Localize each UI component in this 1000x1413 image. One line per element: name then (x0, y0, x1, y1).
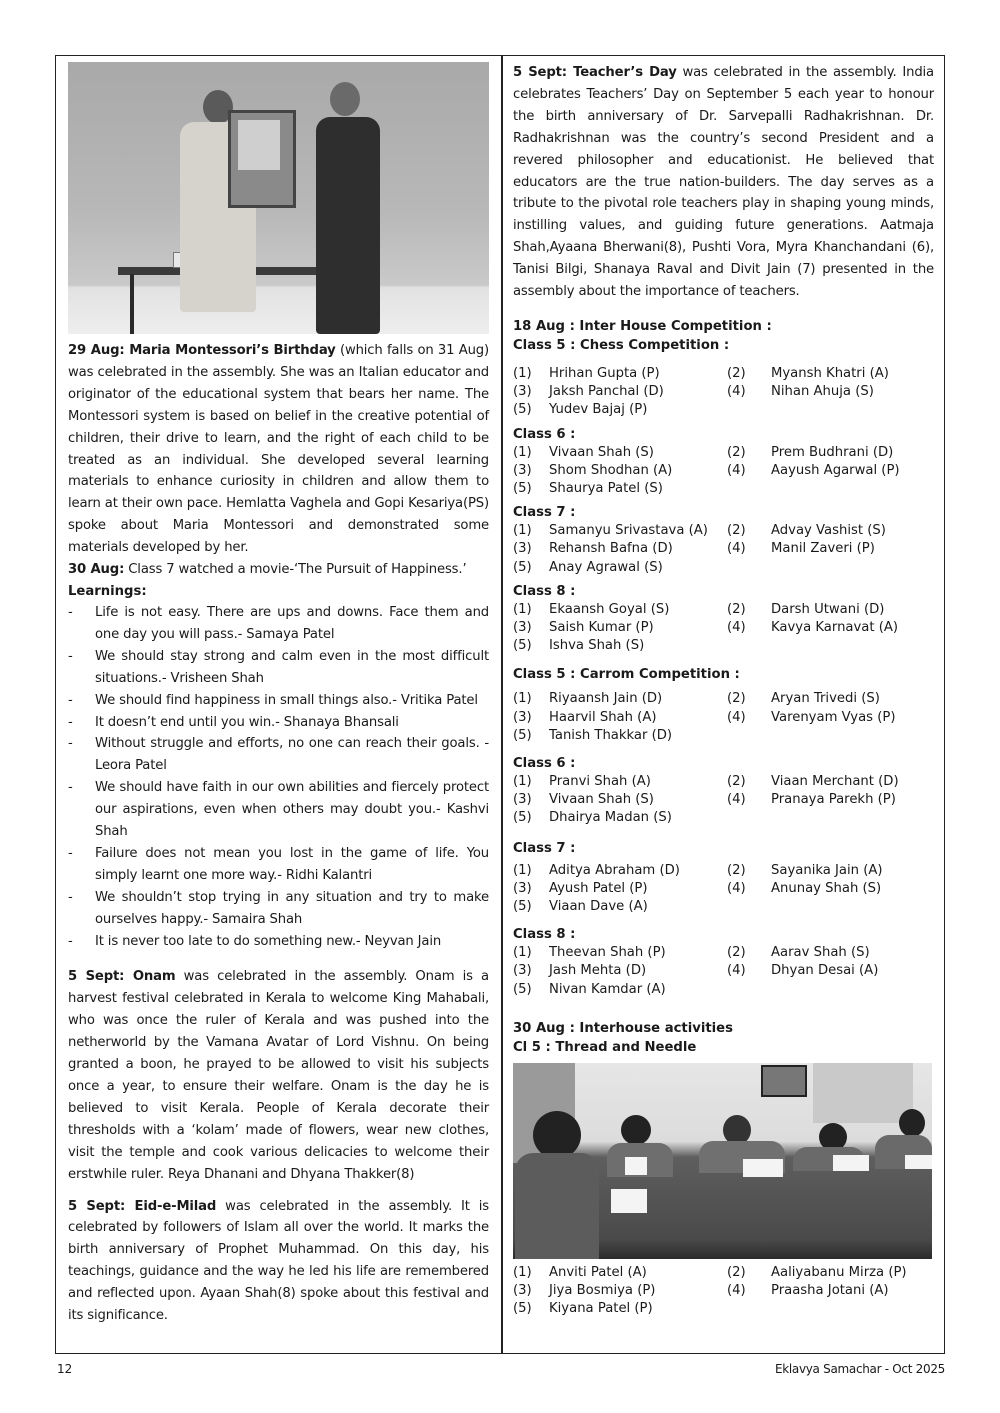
thread-needle-ranks: (1) Anviti Patel (A) (2) Aaliyabanu Mirza (P) (3) Jiya Bosmiya (P) (4) Praasha Jotani (A) (5) Kiyana Patel (P) (513, 1264, 907, 1317)
learning-item: - Life is not easy. There are ups and downs. Face them and one day you will pass.- Samaya Patel (68, 604, 489, 642)
eid-paragraph: 5 Sept: Eid-e-Milad was celebrated in the assembly. It is celebrated by followers of Islam all over the world. It marks the birth anniversary of Prophet Muhammad. On this day, his teachings, guidance and the way he led his life are remembered and reflected upon. Ayaan Shah(8) spoke about this festival and its significance. (68, 1198, 489, 1324)
learning-item: - We should have faith in our own abilities and fiercely protect our aspirations, even when others may doubt you.- Kashvi Shah (68, 780, 489, 840)
carrom-class8-label: Class 8 : (513, 927, 576, 943)
chess-class8-ranks: (1) Ekaansh Goyal (S) (2) Darsh Utwani (D) (3) Saish Kumar (P) (4) Kavya Karnavat (A) (5) Ishva Shah (S) (513, 601, 899, 654)
montessori-assembly-photo (68, 62, 489, 334)
carrom-class6-ranks: (1) Pranvi Shah (A) (2) Viaan Merchant (D) (3) Vivaan Shah (S) (4) Pranaya Parekh (P) (5) Dhairya Madan (S) (513, 774, 899, 826)
inter-house-section (513, 317, 934, 999)
chess-class7-label: Class 7 : (513, 505, 576, 521)
montessori-paragraph: 29 Aug: Maria Montessori’s Birthday (which falls on 31 Aug) was celebrated in the assembly. She was an Italian educator and originator of the educational system that bears her name. The Montessori system is based on belief in the creative potential of children, their drive to learn, and the right of each child to be treated as an individual. She developed several learning materials to enhance curiosity in children and allow them to learn at their own pace. Hemlatta Vaghela and Gopi Kesariya(PS) spoke about Maria Montessori and demonstrated some materials developed by her. (68, 343, 489, 556)
publication-footer: Eklavya Samachar - Oct 2025 (774, 1362, 945, 1376)
learning-item: - We should stay strong and calm even in the most difficult situations.- Vrisheen Shah (68, 648, 489, 686)
thread-needle-photo (513, 1063, 932, 1259)
chess-class5-ranks: (1) Hrihan Gupta (P) (2) Myansh Khatri (A) (3) Jaksh Panchal (D) (4) Nihan Ahuja (S) (5) Yudev Bajaj (P) (513, 365, 889, 418)
page-number: 12 (57, 1362, 73, 1376)
activities-title: 30 Aug : Interhouse activities (513, 1020, 733, 1036)
learning-item: - We shouldn’t stop trying in any situation and try to make ourselves happy.- Samaira Shah (68, 889, 489, 927)
chess-class7-ranks: (1) Samanyu Srivastava (A) (2) Advay Vashist (S) (3) Rehansh Bafna (D) (4) Manil Zaveri (P) (5) Anay Agrawal (S) (513, 523, 886, 575)
movie-date: 30 Aug: (68, 562, 125, 578)
learning-item: - It is never too late to do something new.- Neyvan Jain (68, 933, 442, 949)
learning-item: - We should find happiness in small things also.- Vritika Patel (68, 692, 478, 708)
right-column (513, 62, 934, 1318)
activities-subtitle: Cl 5 : Thread and Needle (513, 1039, 697, 1055)
learnings-label: Learnings: (68, 583, 147, 599)
left-column (68, 62, 489, 1327)
learning-item: - Without struggle and efforts, no one can reach their goals. - Leora Patel (68, 736, 489, 774)
eid-heading: 5 Sept: Eid-e-Milad (68, 1198, 217, 1214)
teachers-day-paragraph: 5 Sept: Teacher’s Day was celebrated in the assembly. India celebrates Teachers’ Day on September 5 each year to honour the birth anniversary of Dr. Sarvepalli Radhakrishnan. Dr. Radhakrishnan was the country’s second President and a revered philosopher and educationist. He believed that educators are the true nation-builders. The day serves as a tribute to the pivotal role teachers play in shaping young minds, instilling values, and guiding future generations. Aatmaja Shah,Ayaana Bherwani(8), Pushti Vora, Myra Khanchandani (6), Tanisi Bilgi, Shanaya Raval and Divit Jain (7) presented in the assembly about the importance of teachers. (513, 65, 934, 300)
teachers-day-heading: 5 Sept: Teacher’s Day (513, 65, 677, 80)
column-divider (501, 55, 503, 1354)
interhouse-activities-section (513, 1019, 934, 1319)
movie-paragraph: 30 Aug: Class 7 watched a movie-‘The Pursuit of Happiness.’ (68, 562, 467, 578)
carrom-class7-ranks: (1) Aditya Abraham (D) (2) Sayanika Jain (A) (3) Ayush Patel (P) (4) Anunay Shah (S) (5) Viaan Dave (A) (513, 862, 883, 915)
montessori-heading: 29 Aug: Maria Montessori’s Birthday (68, 343, 336, 358)
onam-heading: 5 Sept: Onam (68, 969, 176, 985)
onam-paragraph: 5 Sept: Onam was celebrated in the assembly. Onam is a harvest festival celebrated in Kerala to welcome King Mahabali, who was once the ruler of Kerala and was pushed into the netherworld by the Vamana Avatar of Lord Vishnu. On being granted a boon, he prayed to be allowed to visit his subjects once a year, to ensure their welfare. Onam is the day he is believed to visit Kerala. People of Kerala decorate their thresholds with a ‘kolam’ made of flowers, wear new clothes, visit the temple and cook various delicacies to welcome their erstwhile ruler. Reya Dhanani and Dhyana Thakker(8) (68, 969, 489, 1182)
chess-title: Class 5 : Chess Competition : (513, 337, 730, 353)
carrom-title: Class 5 : Carrom Competition : (513, 667, 740, 683)
chess-class8-label: Class 8 : (513, 583, 576, 599)
chess-class6-ranks: (1) Vivaan Shah (S) (2) Prem Budhrani (D) (3) Shom Shodhan (A) (4) Aayush Agarwal (P) (5) Shaurya Patel (S) (513, 444, 900, 496)
chess-class6-label: Class 6 : (513, 426, 576, 442)
carrom-class8-ranks: (1) Theevan Shah (P) (2) Aarav Shah (S) (3) Jash Mehta (D) (4) Dhyan Desai (A) (5) Nivan Kamdar (A) (513, 945, 879, 997)
inter-house-title: 18 Aug : Inter House Competition : (513, 318, 772, 334)
learning-item: - Failure does not mean you lost in the game of life. You simply learnt one more way.- Ridhi Kalantri (68, 845, 489, 883)
learning-item: - It doesn’t end until you win.- Shanaya Bhansali (68, 714, 399, 730)
carrom-class7-label: Class 7 : (513, 840, 576, 856)
carrom-class6-label: Class 6 : (513, 756, 576, 772)
carrom-class5-ranks: (1) Riyaansh Jain (D) (2) Aryan Trivedi (S) (3) Haarvil Shah (A) (4) Varenyam Vyas (P) (5) Tanish Thakkar (D) (513, 691, 896, 743)
learnings-list (68, 602, 489, 953)
